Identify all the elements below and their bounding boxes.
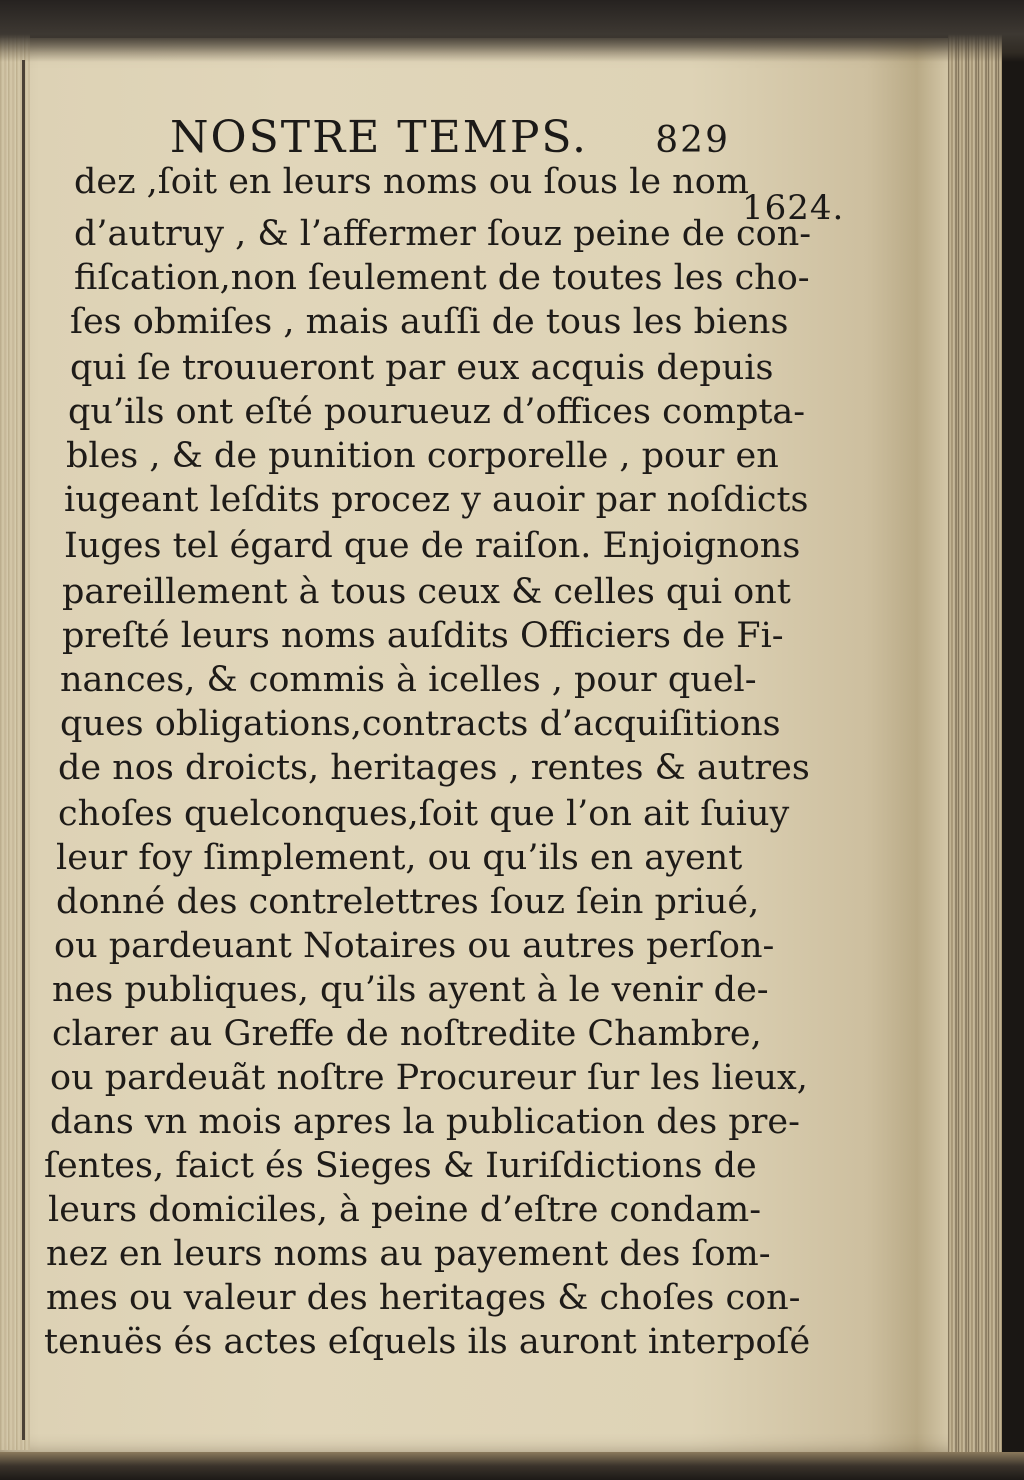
text-line: pareillement à tous ceux & celles qui ont xyxy=(62,572,791,612)
page-number: 829 xyxy=(655,120,730,161)
margin-year-note: 1624. xyxy=(742,188,845,228)
text-line: bles , & de punition corporelle , pour en xyxy=(66,436,779,476)
text-line: nes publiques, qu’ils ayent à le venir de- xyxy=(52,970,769,1010)
text-line: iugeant leſdits procez y auoir par noſdicts xyxy=(64,480,809,520)
text-line: preſté leurs noms auſdits Officiers de Fi- xyxy=(62,616,784,656)
text-line: nances, & commis à icelles , pour quel- xyxy=(60,660,757,700)
text-line: leur foy ſimplement, ou qu’ils en ayent xyxy=(56,838,743,878)
text-line: ſentes, faict és Sieges & Iuriſdictions de xyxy=(44,1146,757,1186)
text-line: mes ou valeur des heritages & choſes con- xyxy=(46,1278,801,1318)
text-line: ſes obmiſes , mais auſſi de tous les biens xyxy=(70,302,789,342)
text-line: choſes quelconques,ſoit que l’on ait ſuiuy xyxy=(58,794,790,834)
text-line: tenuës és actes eſquels ils auront interpoſé xyxy=(44,1322,811,1362)
text-line: Iuges tel égard que de raiſon. Enjoignons xyxy=(64,526,801,566)
text-line: qu’ils ont eſté pourueuz d’offices compta- xyxy=(68,392,806,432)
running-title: NOSTRE TEMPS. xyxy=(170,112,588,163)
text-line: ques obligations,contracts d’acquiſitions xyxy=(60,704,781,744)
text-line: de nos droicts, heritages , rentes & autres xyxy=(58,748,810,788)
text-line: dez ,ſoit en leurs noms ou ſous le nom xyxy=(74,162,749,202)
text-line: clarer au Greffe de noſtredite Chambre, xyxy=(52,1014,762,1054)
text-line: leurs domiciles, à peine d’eſtre condam- xyxy=(48,1190,762,1230)
text-line: ou pardeuãt noſtre Procureur ſur les lieux, xyxy=(50,1058,808,1098)
text-line: donné des contrelettres ſouz ſein priué, xyxy=(56,882,760,922)
text-line: d’autruy , & l’affermer ſouz peine de con- xyxy=(74,214,812,254)
scan-background-right xyxy=(1002,0,1024,1480)
text-line: qui ſe trouueront par eux acquis depuis xyxy=(70,348,774,388)
text-line: ou pardeuant Notaires ou autres perſon- xyxy=(54,926,775,966)
text-line: dans vn mois apres la publication des pre- xyxy=(50,1102,800,1142)
text-line: fiſcation,non ſeulement de toutes les cho- xyxy=(74,258,810,298)
text-line: nez en leurs noms au payement des ſom- xyxy=(46,1234,771,1274)
bottom-scan-edge xyxy=(0,1452,1024,1480)
